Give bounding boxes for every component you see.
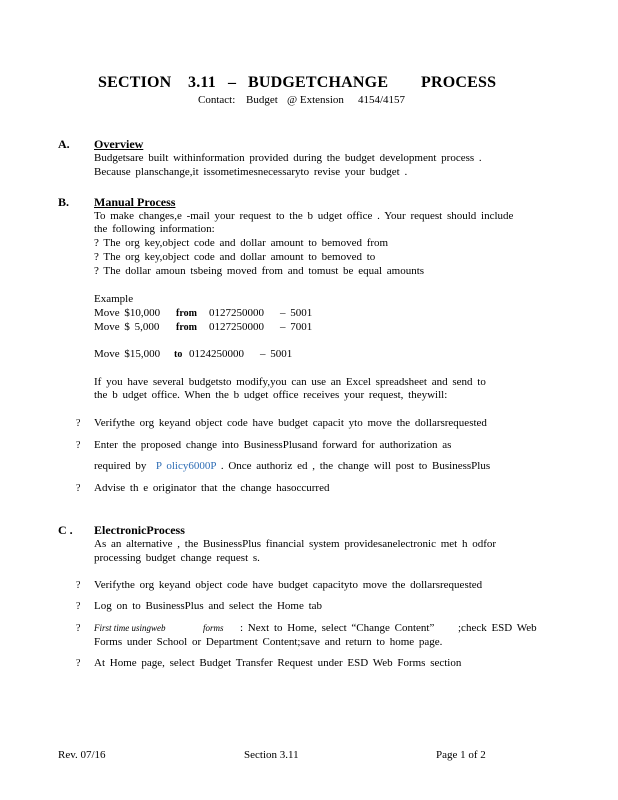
electronic-intro-2: processing budget change request s. [94, 552, 260, 564]
manual-intro-1: To make changes,e -mail your request to the b udget office . Your request should include [94, 210, 514, 222]
bullet-icon: ? [76, 440, 81, 451]
example-label: Example [94, 293, 134, 305]
overview-line-2: Because planschange,it issometimesnecessaryto revise your budget . [94, 166, 408, 178]
bullet-icon: ? [76, 658, 81, 669]
manual-step-advise: Advise th e originator that the change hasoccurred [94, 482, 330, 494]
electronic-intro-1: As an alternative , the BusinessPlus financial system providesanelectronic met h odfor [94, 538, 497, 550]
page-title-process: PROCESS [421, 74, 497, 91]
manual-para-2: the b udget office. When the b udget office receives your request, theywill: [94, 389, 448, 401]
manual-intro-2: the following information: [94, 223, 215, 235]
section-label: SECTION [98, 74, 172, 91]
bullet-icon: ? [76, 580, 81, 591]
contact-number: 4154/4157 [358, 94, 406, 106]
example-1-from: from [176, 308, 197, 319]
section-b-heading: Manual Process [94, 195, 176, 209]
section-c-letter: C . [58, 523, 73, 537]
list-item: ? The org key,object code and dollar amount to bemoved to [94, 251, 376, 263]
section-c-heading: ElectronicProcess [94, 523, 185, 537]
section-number: 3.11 [188, 74, 216, 91]
contact-extension: @ Extension [287, 94, 344, 106]
example-2-code: 0127250000 [209, 321, 264, 333]
list-item: ? The dollar amoun tsbeing moved from and tomust be equal amounts [94, 265, 425, 277]
title-dash: – [228, 74, 237, 91]
example-1-move: Move $10,000 [94, 307, 161, 319]
policy-link[interactable]: P olicy6000P [155, 460, 217, 472]
example-2-move: Move $ 5,000 [94, 321, 160, 333]
electronic-step-home-page: At Home page, select Budget Transfer Request under ESD Web Forms section [94, 657, 462, 669]
overview-line-1: Budgetsare built withinformation provided during the budget development process . [94, 152, 482, 164]
example-2-from: from [176, 322, 197, 333]
example-1-code: 0127250000 [209, 307, 264, 319]
contact-label: Contact: [198, 94, 236, 106]
section-a-heading: Overview [94, 137, 144, 151]
page-title: BUDGETCHANGE [248, 74, 389, 91]
manual-step-required [94, 460, 490, 472]
example-3-code: 0124250000 [189, 348, 244, 360]
manual-step-verify: Verifythe org keyand object code have budget capacit yto move the dollarsrequested [94, 417, 487, 429]
example-3-to: to [174, 349, 183, 360]
electronic-step-forms-line: Forms under School or Department Content;save and return to home page. [94, 636, 443, 648]
example-1-dest: – 5001 [280, 307, 313, 319]
bullet-icon: ? [76, 623, 81, 634]
example-3-move: Move $15,000 [94, 348, 161, 360]
required-text-post: . Once authoriz ed , the change will post to BusinessPlus [216, 460, 491, 472]
electronic-step-first-time: First time usingweb [94, 623, 166, 633]
example-2-dest: – 7001 [280, 321, 313, 333]
required-text: required by [94, 460, 147, 472]
list-item: ? The org key,object code and dollar amount to bemoved from [94, 237, 389, 249]
bullet-icon: ? [76, 418, 81, 429]
example-3-dest: – 5001 [260, 348, 293, 360]
electronic-step-verify: Verifythe org keyand object code have budget capacityto move the dollarsrequested [94, 579, 483, 591]
electronic-step-forms: forms [203, 623, 224, 633]
manual-step-enter: Enter the proposed change into BusinessPlusand forward for authorization as [94, 439, 452, 451]
footer-section: Section 3.11 [244, 749, 299, 761]
contact-name: Budget [246, 94, 278, 106]
footer-page-number: Page 1 of 2 [436, 749, 486, 761]
bullet-icon: ? [76, 483, 81, 494]
bullet-icon: ? [76, 601, 81, 612]
footer-revision: Rev. 07/16 [58, 749, 106, 761]
electronic-step-next-to-home: : Next to Home, select “Change Content” [240, 622, 435, 634]
electronic-step-login: Log on to BusinessPlus and select the Home tab [94, 600, 323, 612]
section-a-letter: A. [58, 137, 70, 151]
electronic-step-check: ;check ESD Web [458, 622, 537, 634]
manual-para-1: If you have several budgetsto modify,you can use an Excel spreadsheet and send to [94, 376, 486, 388]
section-b-letter: B. [58, 195, 70, 209]
